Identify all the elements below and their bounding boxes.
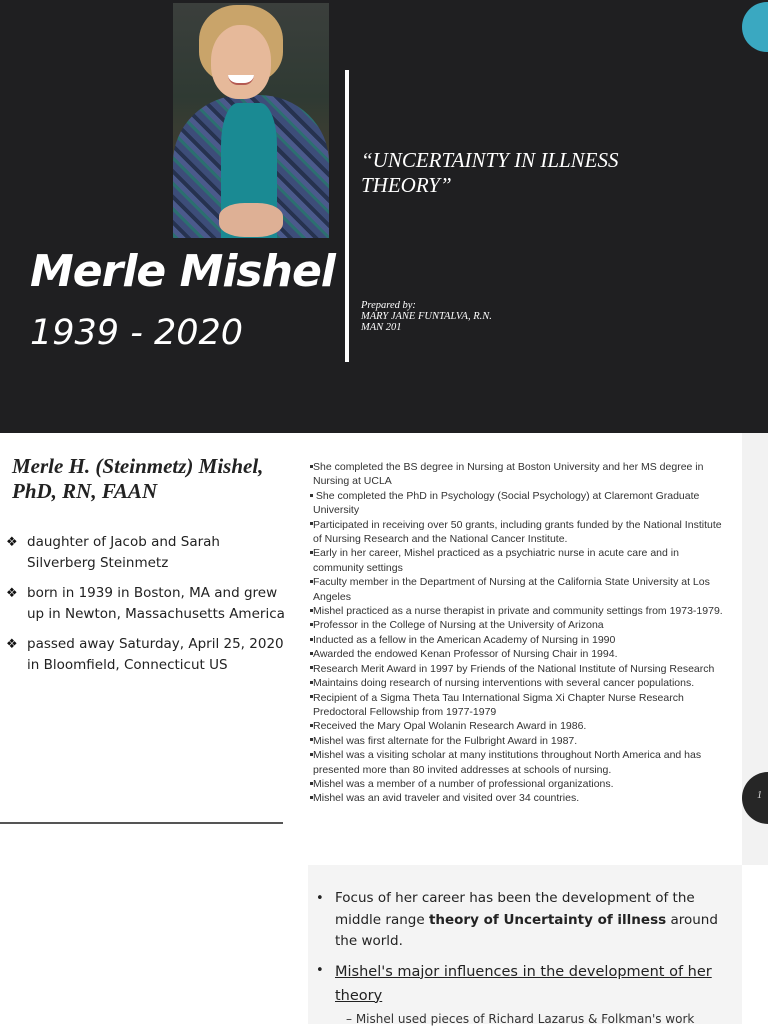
- personal-facts-list: [6, 532, 291, 685]
- life-years: 1939 - 2020: [30, 313, 244, 353]
- diamond-bullet-icon: ❖: [6, 637, 18, 652]
- list-item: Participated in receiving over 50 grants, including grants funded by the National Institute of Nursing Research and the National Cancer Institute.: [310, 518, 732, 547]
- prepared-by-block: [361, 300, 492, 333]
- list-item: Maintains doing research of nursing interventions with several cancer populations.: [310, 676, 732, 690]
- title-slide: [0, 0, 768, 433]
- square-bullet-icon: [310, 609, 313, 612]
- theory-title-line2: THEORY”: [361, 173, 452, 197]
- list-item: Mishel was first alternate for the Fulbright Award in 1987.: [310, 734, 732, 748]
- list-item: Mishel was an avid traveler and visited over 34 countries.: [310, 791, 732, 805]
- list-item: Received the Mary Opal Wolanin Research Award in 1986.: [310, 719, 732, 733]
- vertical-divider: [345, 70, 349, 362]
- prepared-name: MARY JANE FUNTALVA, R.N.: [361, 311, 492, 322]
- list-item: ❖ born in 1939 in Boston, MA and grew up in Newton, Massachusetts America: [6, 585, 285, 622]
- bullet-dot-icon: •: [316, 891, 324, 906]
- square-bullet-icon: [310, 580, 313, 583]
- list-item: Faculty member in the Department of Nursing at the California State University at Los Angeles: [310, 575, 732, 604]
- square-bullet-icon: [310, 551, 313, 554]
- list-item: Mishel was a visiting scholar at many institutions throughout North America and has presented more than 80 invited addresses at schools of nursing.: [310, 748, 732, 777]
- list-item: Inducted as a fellow in the American Academy of Nursing in 1990: [310, 633, 732, 647]
- list-item: Mishel was a member of a number of professional organizations.: [310, 777, 732, 791]
- list-item: ❖ passed away Saturday, April 25, 2020 in Bloomfield, Connecticut US: [6, 636, 284, 673]
- biography-slide: [0, 433, 742, 865]
- list-item: Awarded the endowed Kenan Professor of Nursing Chair in 1994.: [310, 647, 732, 661]
- list-item: Early in her career, Mishel practiced as a psychiatric nurse in acute care and in community settings: [310, 546, 732, 575]
- square-bullet-icon: [310, 494, 313, 497]
- square-bullet-icon: [310, 638, 313, 641]
- diamond-bullet-icon: ❖: [6, 535, 18, 550]
- square-bullet-icon: [310, 695, 313, 698]
- square-bullet-icon: [310, 724, 313, 727]
- biography-heading: Merle H. (Steinmetz) Mishel, PhD, RN, FAAN: [12, 454, 264, 503]
- list-item: Recipient of a Sigma Theta Tau International Sigma Xi Chapter Nurse Research Predoctoral Fellowship from 1977-1979: [310, 691, 732, 720]
- page-number: 1: [757, 790, 762, 801]
- list-item: ❖ daughter of Jacob and Sarah Silverberg Steinmetz: [6, 534, 220, 571]
- sub-item-text: – Mishel used pieces of Richard Lazarus & Folkman's work: [346, 1012, 695, 1026]
- square-bullet-icon: [310, 666, 313, 669]
- square-bullet-icon: [310, 652, 313, 655]
- list-item: Mishel practiced as a nurse therapist in private and community settings from 1973-1979.: [310, 604, 732, 618]
- square-bullet-icon: [310, 681, 313, 684]
- influences-link-text: Mishel's major influences in the development of her theory: [335, 963, 712, 1004]
- square-bullet-icon: [310, 796, 313, 799]
- prepared-label: Prepared by:: [361, 300, 416, 311]
- career-facts-list: [310, 460, 732, 806]
- diamond-bullet-icon: ❖: [6, 586, 18, 601]
- photo-hand: [219, 203, 283, 237]
- prepared-course: MAN 201: [361, 322, 402, 333]
- list-item: • Focus of her career has been the development of the middle range theory of Uncertainty of illness around the world.: [316, 890, 718, 949]
- square-bullet-icon: [310, 738, 313, 741]
- theory-title: [361, 148, 721, 198]
- square-bullet-icon: [310, 522, 313, 525]
- list-item: [316, 960, 726, 1008]
- theory-title-line1: “UNCERTAINTY IN ILLNESS: [361, 148, 619, 172]
- person-name: Merle Mishel: [30, 246, 335, 297]
- square-bullet-icon: [310, 782, 313, 785]
- list-item: She completed the PhD in Psychology (Social Psychology) at Claremont Graduate University: [310, 489, 732, 518]
- photo-face: [211, 25, 271, 99]
- horizontal-rule: [0, 822, 283, 824]
- accent-circle: [742, 2, 768, 52]
- square-bullet-icon: [310, 623, 313, 626]
- theory-focus-list: [316, 888, 726, 1015]
- portrait-photo: [173, 3, 329, 238]
- square-bullet-icon: [310, 753, 313, 756]
- list-item: Professor in the College of Nursing at the University of Arizona: [310, 618, 732, 632]
- square-bullet-icon: [310, 465, 313, 468]
- bullet-dot-icon: •: [316, 962, 324, 978]
- list-item: She completed the BS degree in Nursing at Boston University and her MS degree in Nursing at UCLA: [310, 460, 732, 489]
- list-item: Research Merit Award in 1997 by Friends of the National Institute of Nursing Research: [310, 662, 732, 676]
